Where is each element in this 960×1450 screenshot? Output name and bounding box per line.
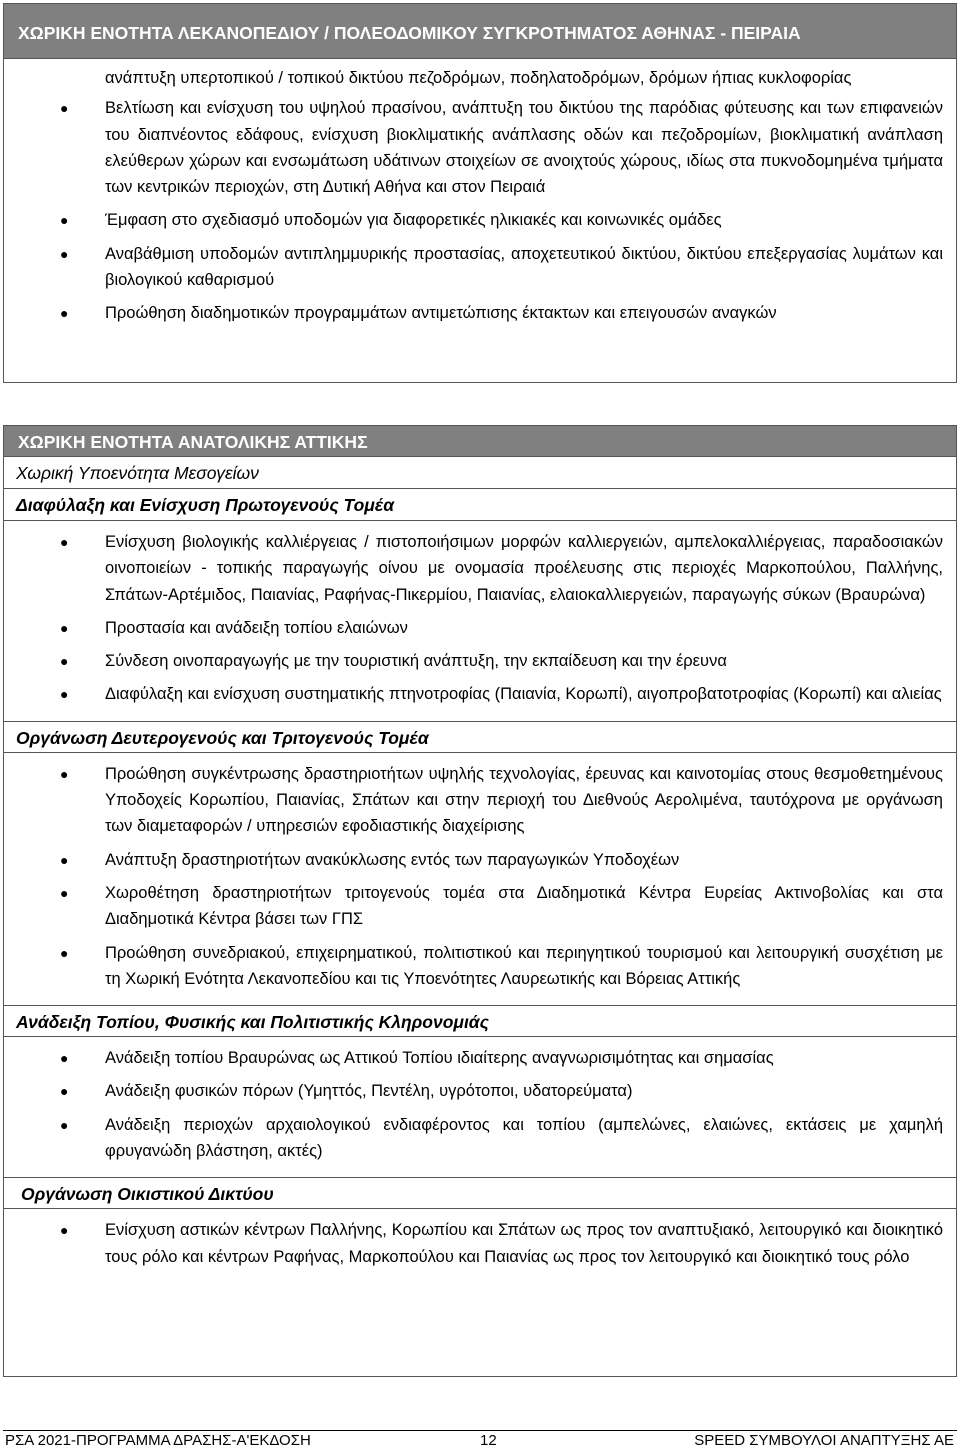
bullet-icon: ●	[60, 212, 69, 229]
list-item	[4, 529, 956, 608]
bullet-icon: ●	[60, 245, 69, 262]
footer-divider	[3, 1430, 957, 1431]
footer-company: SPEED ΣΥΜΒΟΥΛΟΙ ΑΝΑΠΤΥΞΗΣ ΑΕ	[694, 1432, 954, 1449]
bullet-icon: ●	[60, 1050, 69, 1067]
list-item-text: Προώθηση διαδημοτικών προγραμμάτων αντιμετώπισης έκτακτων και επειγουσών αναγκών	[105, 304, 777, 323]
bullet-icon: ●	[60, 851, 69, 868]
bullet-list	[4, 59, 956, 327]
list-item-text: Βελτίωση και ενίσχυση του υψηλού πρασίνου, ανάπτυξη του δικτύου της παρόδιας φύτευσης και των επιφανειών του διαπνέοντος εδάφους, ενίσχυση βιοκλιματικής ανάπλασης οδών και πεζοδρομίων, βιοκλιματική ανάπλαση ελεύθερων χώρων και ενσωμάτωση υδάτινων στοιχείων σε ανοιχτούς χώρους, ιδίως στα πυκνοδομημένα τμήματα των κεντρικών περιοχών, στη Δυτική Αθήνα και στον Πειραιά	[105, 99, 943, 197]
footer-document-title: ΡΣΑ 2021-ΠΡΟΓΡΑΜΜΑ ΔΡΑΣΗΣ-Α'ΕΚΔΟΣΗ	[5, 1432, 311, 1449]
bullet-icon: ●	[60, 1116, 69, 1133]
list-item	[4, 1078, 956, 1104]
list-item-text: Αναβάθμιση υποδομών αντιπλημμυρικής προστασίας, αποχετευτικού δικτύου, δικτύου επεξεργασίας λυμάτων και βιολογικού καθαρισμού	[105, 244, 943, 290]
bullet-list	[4, 1037, 956, 1177]
list-item-text: Σύνδεση οινοπαραγωγής με την τουριστική ανάπτυξη, την εκπαίδευση και την έρευνα	[105, 652, 727, 671]
bullet-icon: ●	[60, 619, 69, 636]
list-item	[4, 648, 956, 674]
bullet-icon: ●	[60, 686, 69, 703]
list-item	[4, 207, 956, 233]
list-item-text: Διαφύλαξη και ενίσχυση συστηματικής πτηνοτροφίας (Παιανία, Κορωπί), αιγοπροβατοτροφίας (Κορωπί) και αλιείας	[105, 685, 942, 704]
bullet-list	[4, 521, 956, 721]
bullet-list	[4, 753, 956, 1005]
list-item-text: Ανάπτυξη δραστηριοτήτων ανακύκλωσης εντός των παραγωγικών Υποδοχέων	[105, 850, 680, 869]
list-item	[4, 1112, 956, 1165]
list-item	[4, 880, 956, 933]
list-item-text: ανάπτυξη υπερτοπικού / τοπικού δικτύου πεζοδρόμων, ποδηλατοδρόμων, δρόμων ήπιας κυκλοφορίας	[105, 69, 852, 87]
list-item-text: Ανάδειξη φυσικών πόρων (Υμηττός, Πεντέλη, υγρότοποι, υδατορεύματα)	[105, 1082, 633, 1101]
bullet-icon: ●	[60, 100, 69, 117]
bullet-icon: ●	[60, 305, 69, 322]
list-item	[4, 95, 956, 200]
group-title: Διαφύλαξη και Ενίσχυση Πρωτογενούς Τομέα	[4, 489, 956, 521]
list-item-text: Ανάδειξη περιοχών αρχαιολογικού ενδιαφέροντος και τοπίου (αμπελώνες, ελαιώνες, εκτάσεις με χαμηλή φρυγανώδη βλάστηση, ακτές)	[105, 1115, 943, 1161]
list-item-text: Ενίσχυση βιολογικής καλλιέργειας / πιστοποιήσιμων μορφών καλλιεργειών, αμπελοκαλλιέργειας, παραδοσιακών οινοποιείων - τοπικής παραγωγής οίνου με ονομασία προέλευσης στις περιοχές Μαρκοπούλου, Παλλήνης, Σπάτων-Αρτέμιδος, Παιανίας, Ραφήνας-Πικερμίου, Παιανίας, ελαιοκαλλιεργειών, παραγωγής σύκων (Βραυρώνα)	[105, 533, 943, 604]
list-item-text: Προστασία και ανάδειξη τοπίου ελαιώνων	[105, 618, 408, 637]
section-heading: ΧΩΡΙΚΗ ΕΝΟΤΗΤΑ ΛΕΚΑΝΟΠΕΔΙΟΥ / ΠΟΛΕΟΔΟΜΙΚΟΥ ΣΥΓΚΡΟΤΗΜΑΤΟΣ ΑΘΗΝΑΣ - ΠΕΙΡΑΙΑ	[4, 4, 956, 59]
group-title: Ανάδειξη Τοπίου, Φυσικής και Πολιτιστικής Κληρονομιάς	[4, 1005, 956, 1037]
bullet-icon: ●	[60, 534, 69, 550]
list-item	[4, 1045, 956, 1071]
list-item	[4, 241, 956, 294]
group-title: Οργάνωση Δευτερογενούς και Τριτογενούς Τομέα	[4, 721, 956, 753]
list-item	[4, 761, 956, 840]
bullet-icon: ●	[60, 1222, 69, 1239]
list-item	[4, 615, 956, 641]
list-item-text: Ανάδειξη τοπίου Βραυρώνας ως Αττικού Τοπίου ιδιαίτερης αναγνωρισιμότητας και σημασίας	[105, 1049, 774, 1068]
group-title: Οργάνωση Οικιστικού Δικτύου	[4, 1177, 956, 1209]
section-lekanopedio	[3, 3, 957, 383]
list-item	[4, 847, 956, 873]
list-item	[4, 1217, 956, 1270]
bullet-icon: ●	[60, 653, 69, 670]
list-item-text: Έμφαση στο σχεδιασμό υποδομών για διαφορετικές ηλικιακές και κοινωνικές ομάδες	[105, 211, 722, 230]
section-heading: ΧΩΡΙΚΗ ΕΝΟΤΗΤΑ ΑΝΑΤΟΛΙΚΗΣ ΑΤΤΙΚΗΣ	[4, 426, 956, 457]
list-item	[4, 940, 956, 993]
bullet-list	[4, 1209, 956, 1283]
bullet-icon: ●	[60, 765, 69, 782]
list-item	[4, 681, 956, 707]
list-item-text: Προώθηση συγκέντρωσης δραστηριοτήτων υψηλής τεχνολογίας, έρευνας και καινοτομίας στους θεσμοθετημένους Υποδοχείς Κορωπίου, Παιανίας, Σπάτων και στην περιοχή του Διεθνούς Αερολιμένα, ταυτόχρονα με οργάνωση των διαμεταφορών / υπηρεσιών εφοδιαστικής διαχείρισης	[105, 764, 943, 836]
bullet-icon: ●	[60, 884, 69, 901]
subunit-title: Χωρική Υποενότητα Μεσογείων	[4, 457, 956, 489]
list-item	[4, 300, 956, 326]
section-anatoliki-attiki	[3, 425, 957, 1377]
bullet-icon: ●	[60, 1083, 69, 1100]
list-item-text: Χωροθέτηση δραστηριοτήτων τριτογενούς τομέα στα Διαδημοτικά Κέντρα Ευρείας Ακτινοβολίας και στα Διαδημοτικά Κέντρα βάσει των ΓΠΣ	[105, 883, 943, 929]
list-item-continuation	[4, 65, 956, 91]
page-number: 12	[480, 1432, 497, 1449]
list-item-text: Προώθηση συνεδριακού, επιχειρηματικού, πολιτιστικού και περιηγητικού τουρισμού και λειτουργική συσχέτιση με τη Χωρική Ενότητα Λεκανοπεδίου και τις Υποενότητες Λαυρεωτικής και Βόρειας Αττικής	[105, 943, 943, 988]
bullet-icon: ●	[60, 944, 69, 961]
list-item-text: Ενίσχυση αστικών κέντρων Παλλήνης, Κορωπίου και Σπάτων ως προς τον αναπτυξιακό, λειτουργικό και διοικητικό τους ρόλο και κέντρων Ραφήνας, Μαρκοπούλου και Παιανίας ως προς τον λειτουργικό και διοικητικό τους ρόλο	[105, 1221, 943, 1266]
